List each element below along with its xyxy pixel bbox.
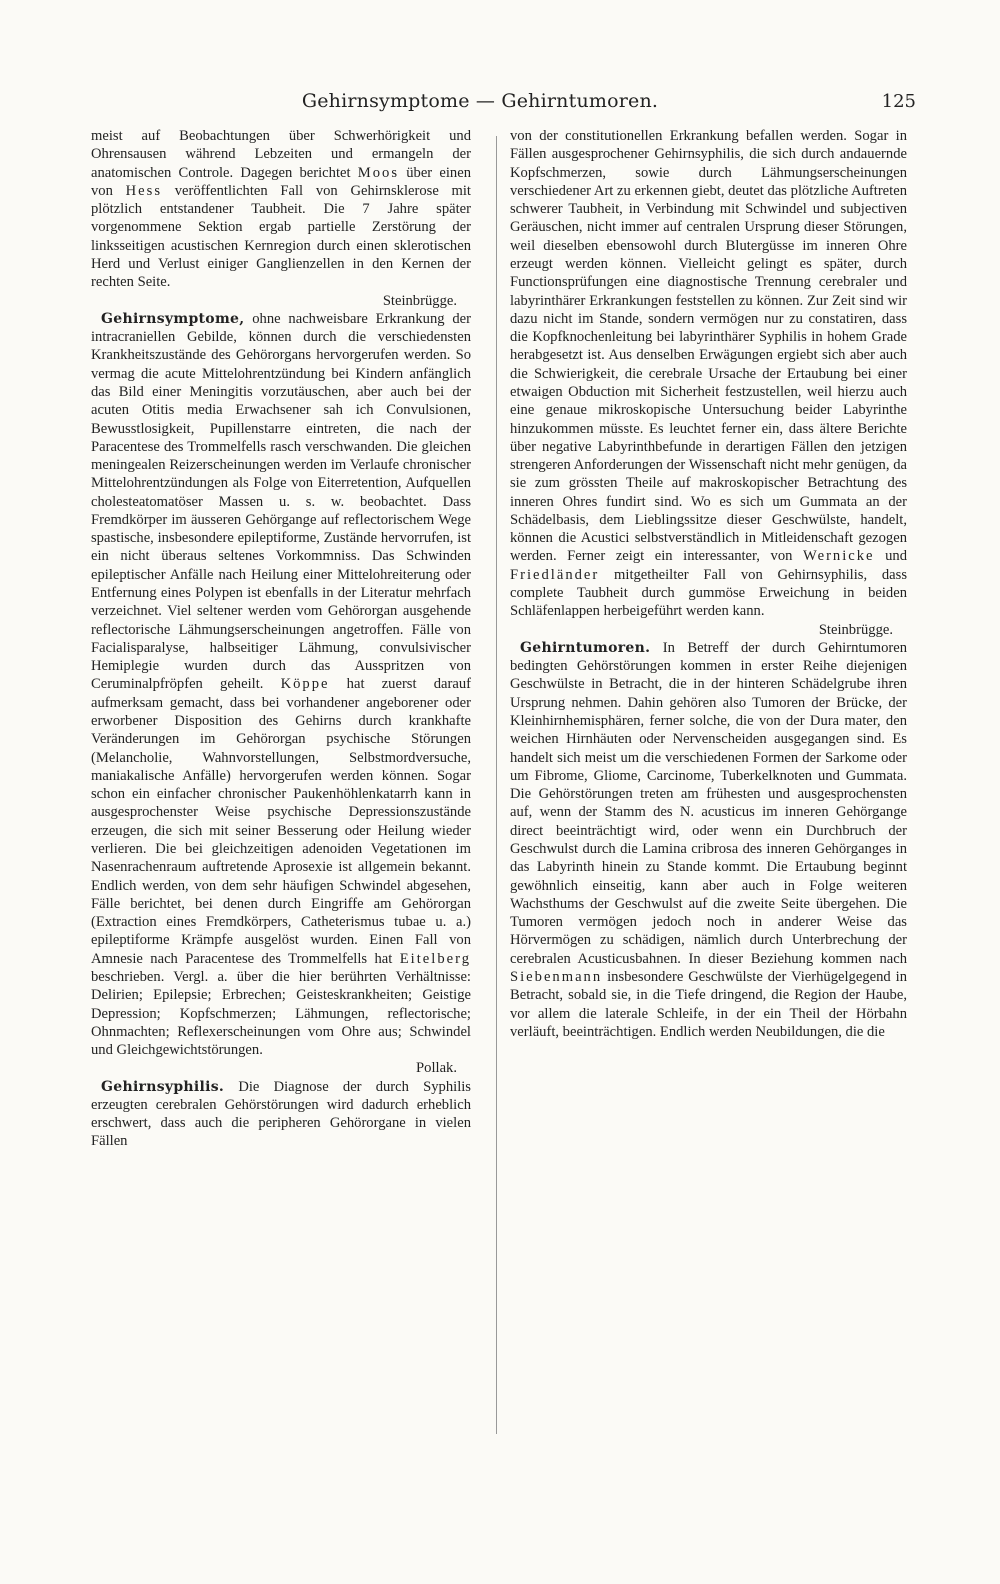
running-title: Gehirnsymptome — Gehirntumoren. — [301, 90, 659, 112]
author-name: Hess — [125, 182, 163, 199]
entry-heading: Gehirnsyphilis. — [101, 1078, 225, 1095]
author-name: Köppe — [280, 676, 330, 693]
author-name: Friedländer — [510, 566, 600, 583]
entry-heading: Gehirnsymptome, — [101, 310, 245, 327]
left-column — [91, 127, 471, 1151]
paragraph-syphilis-continued: von der constitutionellen Erkrankung befallen werden. Sogar in Fällen ausgesprochener Gehirnsyphilis, die sich durch andauernde Kopfschmerzen, sowie durch Lähmungserscheinungen verschiedener Art zu erkennen giebt, deutet das plötzliche Auftreten schwerer Taubheit, in Verbindung mit Schwindel und subjectiven Geräuschen, nicht immer auf centralen Ursprung dieser Störungen, weil dieselben ebensowohl durch Blutergüsse im inneren Ohre erzeugt werden können. Vielleicht gelingt es später, durch Functionsprüfungen eine diagnostische Trennung cerebraler und labyrinthärer Erkrankungen feststellen zu können. Zur Zeit sind wir dazu nicht im Stande, sondern vermögen nur zu constatiren, dass die Kopfknochenleitung bei labyrinthärer Syphilis in hohem Grade herabgesetzt ist. Aus denselben Erwägungen ergiebt sich aber auch die Schwierigkeit, die cerebrale Ursache der Ertaubung bei einer etwaigen Obduction mit Sicherheit festzustellen, weil hierzu auch eine genaue mikroskopische Untersuchung beider Labyrinthe hinzukommen müsste. Es leuchtet ferner ein, dass ältere Berichte über negative Labyrinthbefunde in derartigen Fällen den jetzigen strengeren Anforderungen der Wissenschaft nicht mehr genügen, da sie zum grössten Theile auf makroskopischer Betrachtung des inneren Ohres fundirt sind. Wo es sich um Gummata an der Schädelbasis, dem Lieblingssitze dieser Geschwülste, handelt, können die Acustici selbstverständlich in Mitleidenschaft gezogen werden. Ferner zeigt ein interessanter, von Wernicke und Friedländer mitgetheilter Fall von Gehirnsyphilis, dass complete Taubheit durch gummöse Erweichung in beiden Schläfenlappen herbeigeführt werden kann. Steinbrügge. — [510, 128, 907, 638]
author-name: Moos — [357, 164, 400, 181]
entry-heading: Gehirntumoren. — [520, 639, 651, 656]
author-name: Siebenmann — [510, 968, 603, 985]
column-divider — [496, 136, 497, 1434]
author-signature: Steinbrügge. — [382, 292, 457, 309]
author-signature: Pollak. — [416, 1060, 457, 1077]
entry-gehirnsyphilis: Gehirnsyphilis. Die Diagnose der durch Syphilis erzeugten cerebralen Gehörstörungen wird dadurch erheblich erschwert, dass auch die peripheren Gehörorgane in vielen Fällen — [91, 1078, 471, 1150]
author-name: Wernicke — [802, 548, 875, 565]
right-column — [510, 127, 907, 1041]
paragraph-hearing-loss: meist auf Beobachtungen über Schwerhörigkeit und Ohrensausen während Lebzeiten und ermangeln der anatomischen Controle. Dagegen berichtet Moos über einen von Hess veröffentlichten Fall von Gehirnsklerose mit plötzlich entstandener Taubheit. Die 7 Jahre später vorgenommene Sektion ergab partielle Zerstörung der linksseitigen acustischen Kernregion durch einen sklerotischen Herd und Verlust einiger Ganglienzellen in den Kernen der rechten Seite. Steinbrügge. — [91, 128, 471, 309]
entry-gehirnsymptome: Gehirnsymptome, ohne nachweisbare Erkrankung der intracraniellen Gebilde, können durch die verschiedensten Krankheitszustände des Gehörorgans hervorgerufen werden. So vermag die acute Mittelohrentzündung bei Kindern anfänglich das Bild einer Meningitis vorzutäuschen, aber auch bei der acuten Otitis media Erwachsener sah ich Convulsionen, Bewusstlosigkeit, Pupillenstarre eintreten, die nach der Paracentese des Trommelfells rasch verschwanden. Die gleichen meningealen Reizerscheinungen werden im Verlaufe chronischer Mittelohrentzündungen als Folge von Eiterretention, Aufquellen cholesteatomatöser Massen u. s. w. beobachtet. Dass Fremdkörper im äusseren Gehörgange auf reflectorischem Wege spastische, insbesondere epileptiforme, Zustände hervorrufen, ist ein nicht überaus seltenes Vorkommniss. Das Schwinden epileptischer Anfälle nach Heilung einer Mittelohreiterung oder Entfernung eines Polypen ist ebenfalls in der Literatur mehrfach verzeichnet. Viel seltener werden vom Gehörorgan ausgehende reflectorische Lähmungserscheinungen angetroffen. Fälle von Facialisparalyse, halbseitiger Lähmung, convulsivischer Hemiplegie wurden durch das Ausspritzen von Ceruminalpfröpfen geheilt. Köppe hat zuerst darauf aufmerksam gemacht, dass bei vorhandener angeborener oder erworbener Disposition des Gehirns durch krankhafte Veränderungen im Gehörorgan psychische Störungen (Melancholie, Wahnvorstellungen, Selbstmordversuche, maniakalische Anfälle) hervorgerufen werden können. Sogar schon ein einfacher chronischer Paukenhöhlenkatarrh kann in ausgesprochenster Weise psychische Depressionszustände erzeugen, die sich mit seiner Besserung oder Heilung wieder verlieren. Die bei gleichzeitigen adenoiden Vegetationen im Nasenrachenraum auftretende Aprosexie ist allgemein bekannt. Endlich werden, von dem sehr häufigen Schwindel abgesehen, Fälle berichtet, bei denen durch Eingriffe am Gehörorgan (Extraction eines Fremdkörpers, Catheterismus tubae u. a.) epileptiforme Krämpfe ausgelöst wurden. Einen Fall von Amnesie nach Paracentese des Trommelfells hat Eitelberg beschrieben. Vergl. a. über die hier berührten Verhältnisse: Delirien; Epilepsie; Erbrechen; Geisteskrankheiten; Geistige Depression; Kopfschmerzen; Lähmungen, reflectorische; Ohnmachten; Reflexerscheinungen vom Ohre aus; Schwindel und Gleichgewichtstörungen. Pollak. — [91, 310, 471, 1077]
entry-gehirntumoren: Gehirntumoren. In Betreff der durch Gehirntumoren bedingten Gehörstörungen kommen in erster Reihe diejenigen Geschwülste in Betracht, die in der hinteren Schädelgrube ihren Ursprung nehmen. Dahin gehören also Tumoren der Brücke, der Kleinhirnhemisphären, ferner solche, die von der Dura mater, den weichen Hirnhäuten oder Nervenscheiden ausgegangen sind. Es handelt sich meist um die verschiedenen Formen der Sarkome oder um Fibrome, Gliome, Carcinome, Tuberkelknoten und Gummata. Die Gehörstörungen treten am frühesten und ausgesprochensten auf, wenn der Stamm des N. acusticus im inneren Gehörgange direct beeinträchtigt wird, oder wenn ein Durchbruch der Geschwulst durch die Lamina cribrosa des inneren Gehörganges in das Labyrinth hinein zu Stande kommt. Die Ertaubung beginnt gewöhnlich einseitig, kann aber auch in Folge weiteren Wachsthums der Geschwulst auf die zweite Seite übergehen. Die Tumoren vermögen jedoch noch in anderer Weise das Hörvermögen zu schädigen, nämlich durch Unterbrechung der cerebralen Acusticusbahnen. In dieser Beziehung kommen nach Siebenmann insbesondere Geschwülste der Vierhügelgegend in Betracht, sobald sie, in die Tiefe dringend, die Region der Haube, vor allem die laterale Schleife, in der ein Theil der Hörbahn verläuft, beeinträchtigen. Endlich werden Neubildungen, die die — [510, 639, 907, 1040]
author-signature: Steinbrügge. — [818, 621, 893, 638]
page-header — [0, 86, 1000, 116]
page-number: 125 — [881, 91, 916, 112]
author-name: Eitelberg — [399, 950, 471, 967]
